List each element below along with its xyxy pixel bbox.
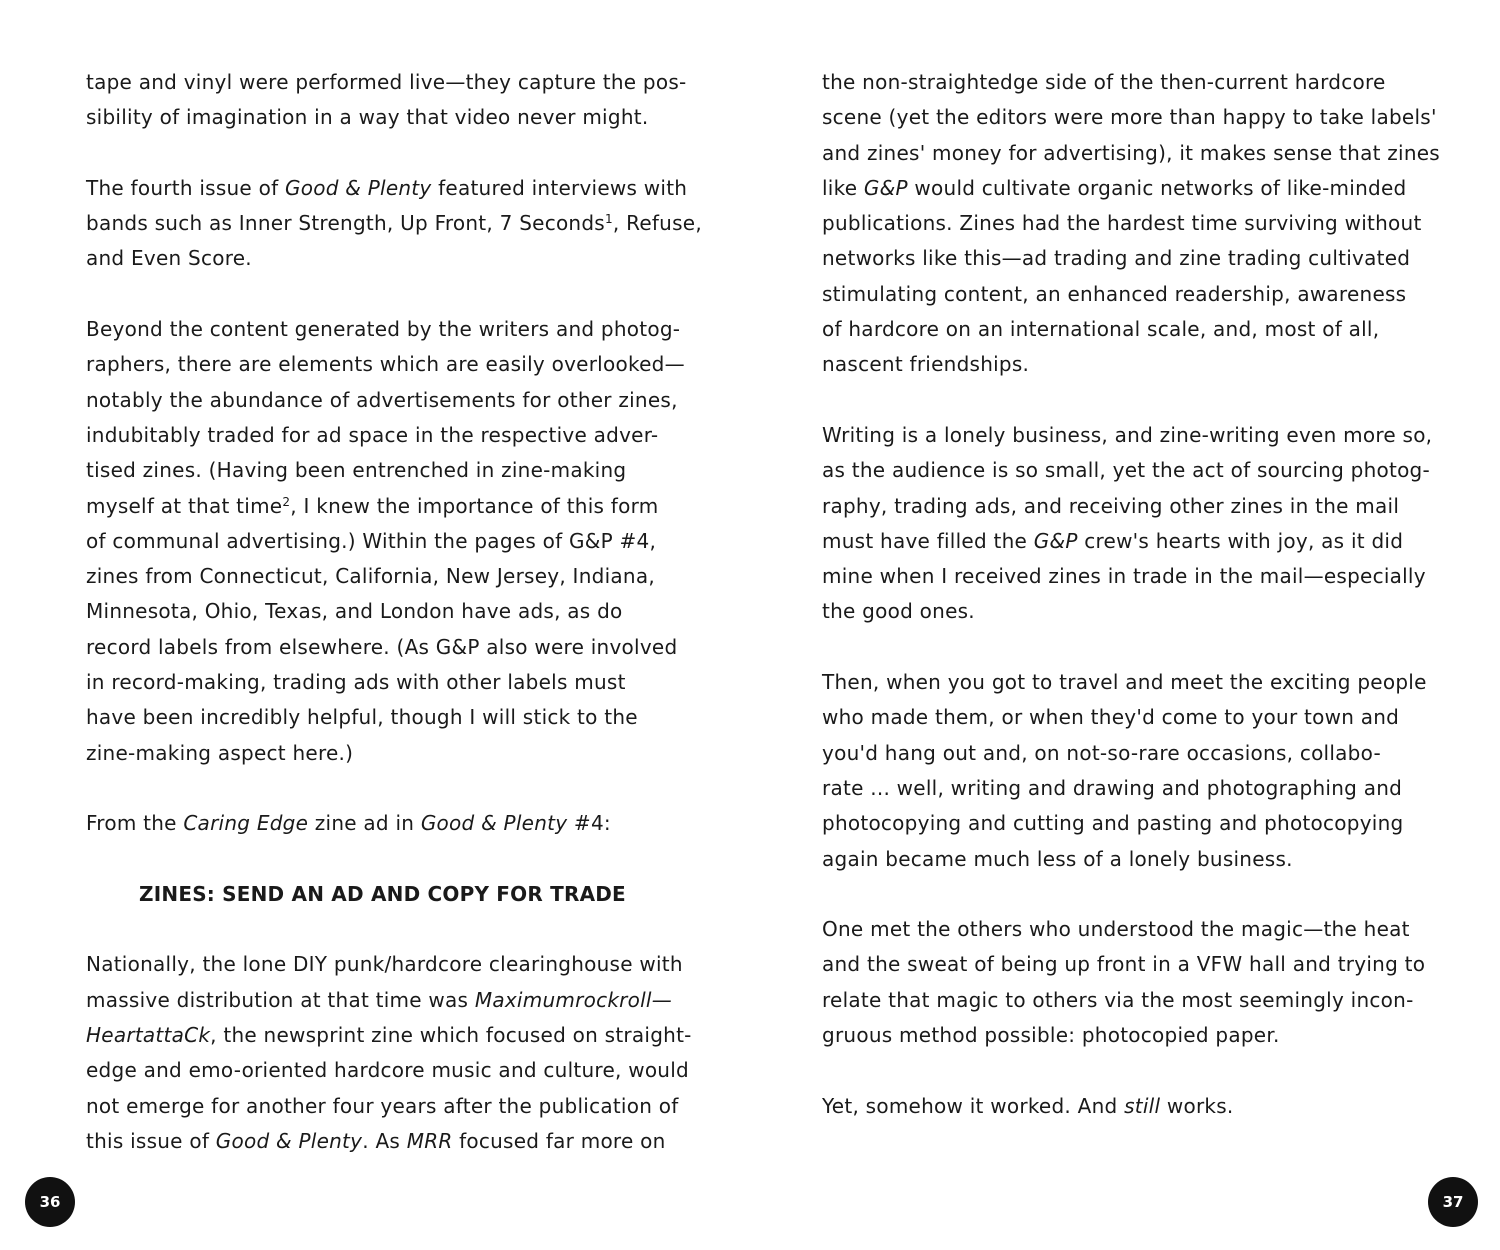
text-line: and zines' money for advertising), it makes sense that zines: [822, 140, 1440, 165]
text-line: raphy, trading ads, and receiving other zines in the mail: [822, 493, 1400, 518]
text-line: nascent friendships.: [822, 352, 1030, 377]
paragraph-1: [86, 65, 686, 136]
text-line: One met the others who understood the magic—the heat: [822, 917, 1410, 942]
footnote-marker: 1: [604, 212, 613, 227]
text-line: indubitably traded for ad space in the respective adver-: [86, 422, 659, 447]
publication-title: MRR: [406, 1128, 453, 1153]
text-line: publications. Zines had the hardest time surviving without: [822, 211, 1422, 236]
text-line: again became much less of a lonely business.: [822, 846, 1293, 871]
text-line: raphers, there are elements which are easily overlooked—: [86, 352, 685, 377]
publication-title: Caring Edge: [183, 811, 309, 836]
ad-heading: ZINES: SEND AN AD AND COPY FOR TRADE: [139, 881, 626, 906]
paragraph-2: [822, 418, 1433, 630]
paragraph-3: [822, 665, 1427, 877]
text-line: Writing is a lonely business, and zine-writing even more so,: [822, 422, 1433, 447]
text-line: the good ones.: [822, 599, 975, 624]
text-line: and the sweat of being up front in a VFW hall and trying to: [822, 952, 1426, 977]
text-line: who made them, or when they'd come to your town and: [822, 705, 1400, 730]
text-line: stimulating content, an enhanced readership, awareness: [822, 281, 1407, 306]
text-line: massive distribution at that time was Maximumrockroll—: [86, 987, 672, 1012]
footnote-marker: 2: [282, 494, 291, 509]
publication-title: Maximumrockroll—: [474, 987, 672, 1012]
text-line: like G&P would cultivate organic networks of like-minded: [822, 175, 1407, 200]
text-line: myself at that time$^2$, I knew the importance of this form: [86, 493, 659, 518]
publication-title: Good & Plenty: [215, 1128, 363, 1153]
text-line: HeartattaCk, the newsprint zine which focused on straight-: [86, 1023, 692, 1048]
paragraph-5: [822, 1089, 1422, 1124]
text-line: gruous method possible: photocopied paper.: [822, 1023, 1280, 1048]
text-line: Then, when you got to travel and meet the exciting people: [822, 670, 1427, 695]
paragraph-2: [86, 171, 702, 277]
publication-title: G&P: [1033, 528, 1078, 553]
text-line: Nationally, the lone DIY punk/hardcore clearinghouse with: [86, 952, 683, 977]
text-line: this issue of Good & Plenty. As MRR focused far more on: [86, 1128, 666, 1153]
text-line: From the Caring Edge zine ad in Good & Plenty #4:: [86, 811, 611, 836]
publication-title: G&P: [863, 175, 908, 200]
text-line: record labels from elsewhere. (As G&P also were involved: [86, 634, 678, 659]
publication-title: HeartattaCk: [86, 1023, 211, 1048]
text-line: as the audience is so small, yet the act of sourcing photog-: [822, 458, 1430, 483]
text-line: and Even Score.: [86, 246, 252, 271]
page-number-left: 36: [25, 1177, 75, 1227]
text-line: notably the abundance of advertisements for other zines,: [86, 387, 678, 412]
text-line: the non-straightedge side of the then-current hardcore: [822, 70, 1386, 94]
text-line: Minnesota, Ohio, Texas, and London have ads, as do: [86, 599, 623, 624]
text-line: Yet, somehow it worked. And still works.: [822, 1093, 1234, 1118]
text-line: rate ... well, writing and drawing and photographing and: [822, 775, 1403, 800]
text-line: of hardcore on an international scale, and, most of all,: [822, 317, 1380, 342]
paragraph-4: [822, 912, 1426, 1053]
text-line: you'd hang out and, on not-so-rare occasions, collabo-: [822, 740, 1381, 765]
text-line: zines from Connecticut, California, New Jersey, Indiana,: [86, 564, 655, 589]
paragraph-3: [86, 312, 686, 771]
text-line: of communal advertising.) Within the pages of G&P #4,: [86, 528, 657, 553]
text-line: relate that magic to others via the most seemingly incon-: [822, 987, 1414, 1012]
text-line: bands such as Inner Strength, Up Front, 7 Seconds$^1$, Refuse,: [86, 211, 702, 236]
text-line: scene (yet the editors were more than happy to take labels': [822, 105, 1437, 130]
text-line: mine when I received zines in trade in the mail—especially: [822, 564, 1426, 589]
paragraph-1: [822, 65, 1440, 383]
text-line: The fourth issue of Good & Plenty featured interviews with: [86, 175, 688, 200]
text-line: zine-making aspect here.): [86, 740, 354, 765]
left-page: [86, 65, 702, 1195]
text-line: photocopying and cutting and pasting and photocopying: [822, 811, 1404, 836]
paragraph-4: [86, 806, 686, 841]
right-page: [822, 65, 1440, 1159]
paragraph-5: [86, 947, 692, 1159]
text-line: not emerge for another four years after the publication of: [86, 1093, 679, 1118]
text-line: Beyond the content generated by the writers and photog-: [86, 317, 681, 342]
emphasis: still: [1124, 1093, 1161, 1118]
page-number-right: 37: [1428, 1177, 1478, 1227]
text-line: sibility of imagination in a way that video never might.: [86, 105, 649, 130]
text-line: networks like this—ad trading and zine trading cultivated: [822, 246, 1411, 271]
text-line: have been incredibly helpful, though I will stick to the: [86, 705, 638, 730]
text-line: edge and emo-oriented hardcore music and culture, would: [86, 1058, 689, 1083]
publication-title: Good & Plenty: [284, 175, 432, 200]
text-line: tape and vinyl were performed live—they capture the pos-: [86, 70, 687, 94]
text-line: must have filled the G&P crew's hearts with joy, as it did: [822, 528, 1404, 553]
text-line: tised zines. (Having been entrenched in zine-making: [86, 458, 627, 483]
text-line: in record-making, trading ads with other labels must: [86, 670, 626, 695]
publication-title: Good & Plenty: [420, 811, 568, 836]
